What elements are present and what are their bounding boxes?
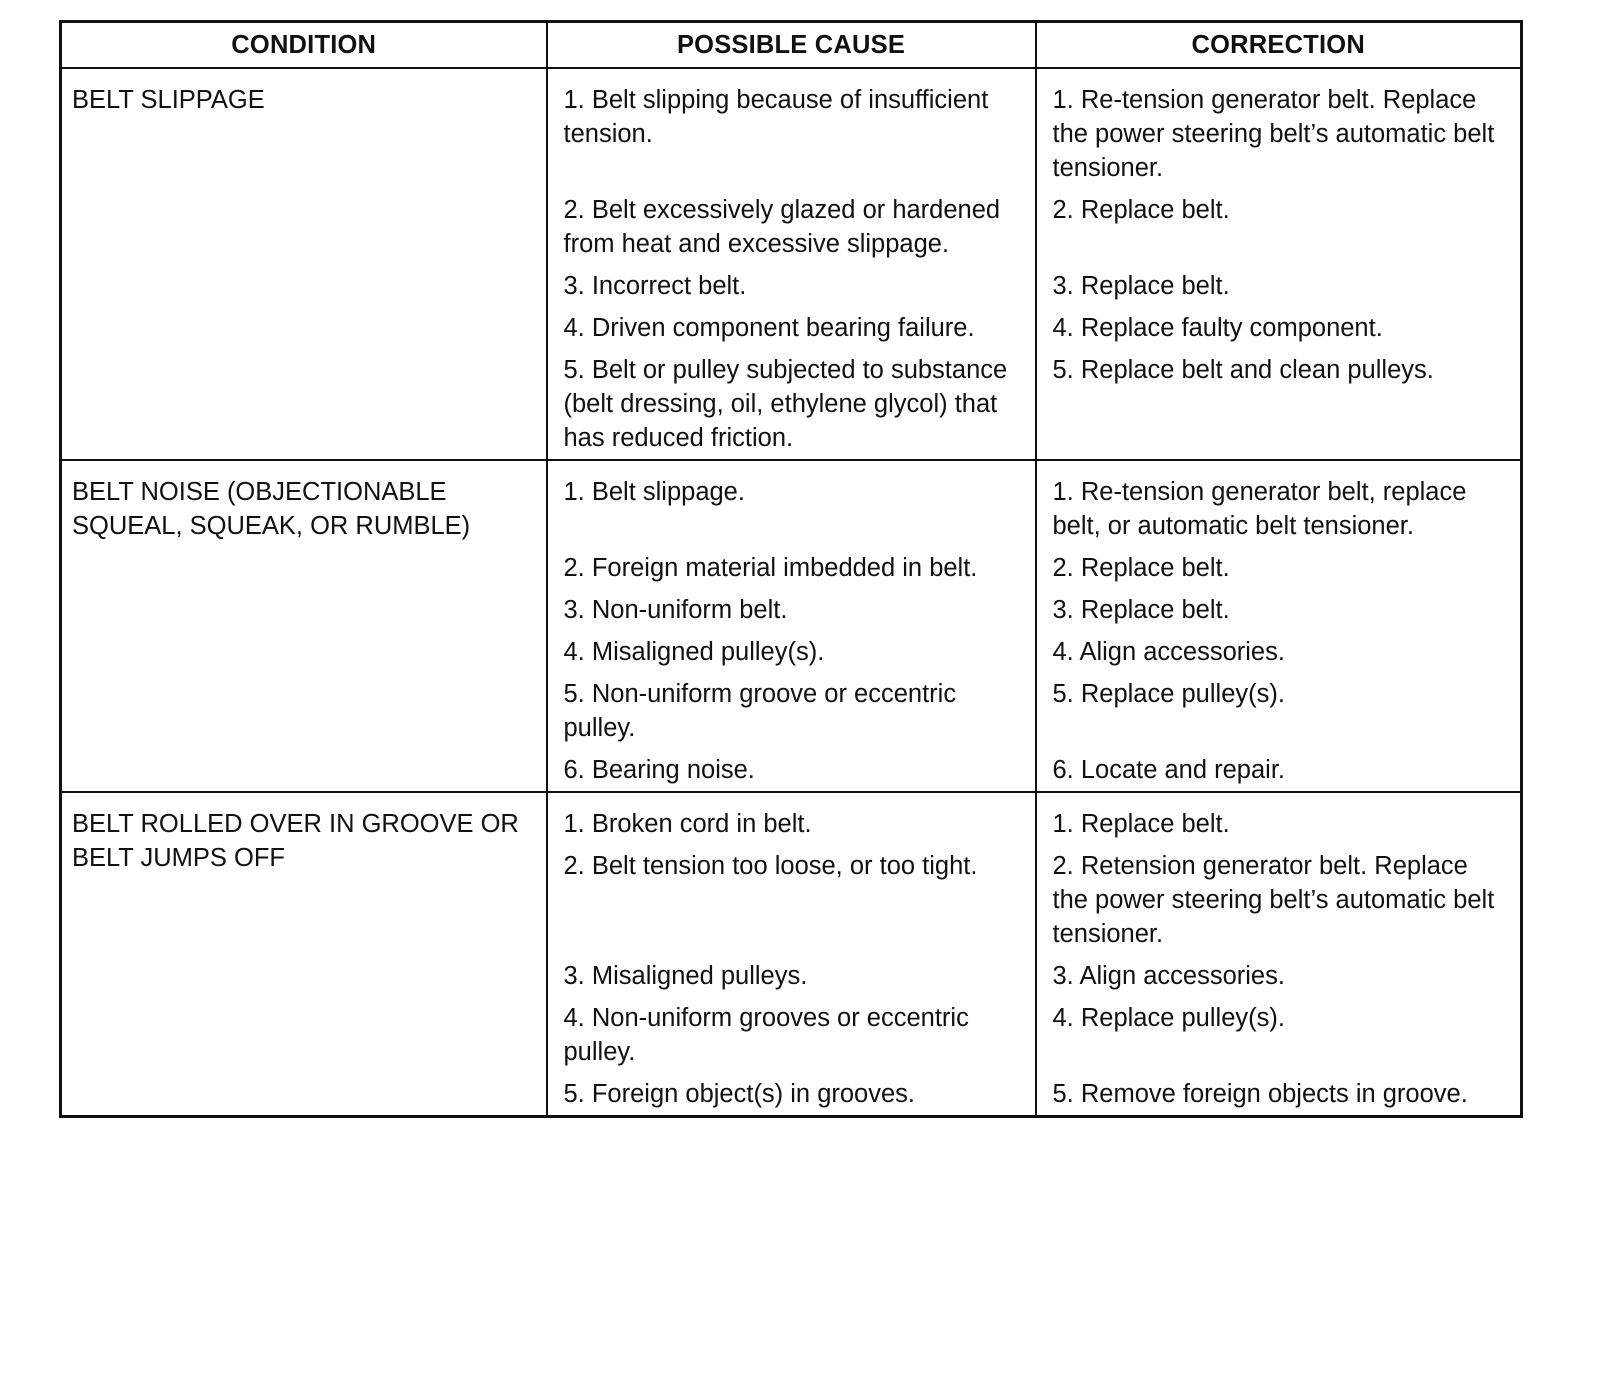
possible-cause-cell — [547, 792, 1036, 1117]
diagnosis-table — [59, 20, 1523, 1118]
condition-text: BELT ROLLED OVER IN GROOVE OR BELT JUMPS OFF — [72, 810, 519, 872]
correction-item: 3. Replace belt. — [1052, 596, 1230, 624]
table-row — [61, 460, 1522, 792]
cause-item: 4. Misaligned pulley(s). — [563, 638, 825, 666]
cause-item: 4. Driven component bearing failure. — [563, 314, 975, 342]
header-row — [61, 22, 1522, 69]
correction-cell — [1036, 460, 1522, 792]
table-body — [61, 68, 1522, 1117]
condition-cell — [61, 460, 547, 792]
correction-item: 4. Align accessories. — [1052, 638, 1285, 666]
correction-item: 4. Replace faulty component. — [1052, 314, 1383, 342]
cause-item: 6. Bearing noise. — [563, 756, 755, 784]
cause-item: 3. Misaligned pulleys. — [563, 962, 808, 990]
table-row — [61, 68, 1522, 460]
condition-cell — [61, 792, 547, 1117]
condition-text: BELT SLIPPAGE — [72, 86, 265, 114]
possible-cause-cell — [547, 460, 1036, 792]
correction-item: 1. Re-tension generator belt, replace belt, or automatic belt tensioner. — [1052, 478, 1467, 540]
correction-cell — [1036, 68, 1522, 460]
correction-item: 2. Replace belt. — [1052, 196, 1230, 224]
header-correction: CORRECTION — [1036, 22, 1522, 69]
correction-item: 5. Remove foreign objects in groove. — [1052, 1080, 1468, 1108]
cause-item: 3. Non-uniform belt. — [563, 596, 788, 624]
cause-item: 2. Belt tension too loose, or too tight. — [563, 852, 978, 880]
condition-cell — [61, 68, 547, 460]
correction-item: 5. Replace pulley(s). — [1052, 680, 1285, 708]
correction-item: 1. Re-tension generator belt. Replace the power steering belt’s automatic belt tensioner. — [1052, 86, 1495, 182]
table-row — [61, 792, 1522, 1117]
correction-cell — [1036, 792, 1522, 1117]
cause-item: 3. Incorrect belt. — [563, 272, 747, 300]
correction-item: 6. Locate and repair. — [1052, 756, 1286, 784]
cause-item: 1. Belt slipping because of insufficient tension. — [563, 86, 989, 148]
cause-item: 1. Broken cord in belt. — [563, 810, 812, 838]
header-possible-cause: POSSIBLE CAUSE — [547, 22, 1036, 69]
cause-item: 5. Non-uniform groove or eccentric pulley. — [563, 680, 957, 742]
correction-item: 3. Align accessories. — [1052, 962, 1285, 990]
correction-item: 2. Replace belt. — [1052, 554, 1230, 582]
header-condition: CONDITION — [61, 22, 547, 69]
correction-item: 4. Replace pulley(s). — [1052, 1004, 1285, 1032]
correction-item: 3. Replace belt. — [1052, 272, 1230, 300]
cause-item: 5. Belt or pulley subjected to substance (belt dressing, oil, ethylene glycol) that has reduced friction. — [563, 356, 1008, 452]
cause-item: 1. Belt slippage. — [563, 478, 745, 506]
cause-item: 2. Foreign material imbedded in belt. — [563, 554, 978, 582]
cause-item: 5. Foreign object(s) in grooves. — [563, 1080, 915, 1108]
possible-cause-cell — [547, 68, 1036, 460]
correction-item: 1. Replace belt. — [1052, 810, 1230, 838]
correction-item: 2. Retension generator belt. Replace the power steering belt’s automatic belt tensioner. — [1052, 852, 1495, 948]
cause-item: 2. Belt excessively glazed or hardened from heat and excessive slippage. — [563, 196, 1001, 258]
correction-item: 5. Replace belt and clean pulleys. — [1052, 356, 1434, 384]
condition-text: BELT NOISE (OBJECTIONABLE SQUEAL, SQUEAK, OR RUMBLE) — [72, 478, 471, 540]
cause-item: 4. Non-uniform grooves or eccentric pulley. — [563, 1004, 969, 1066]
